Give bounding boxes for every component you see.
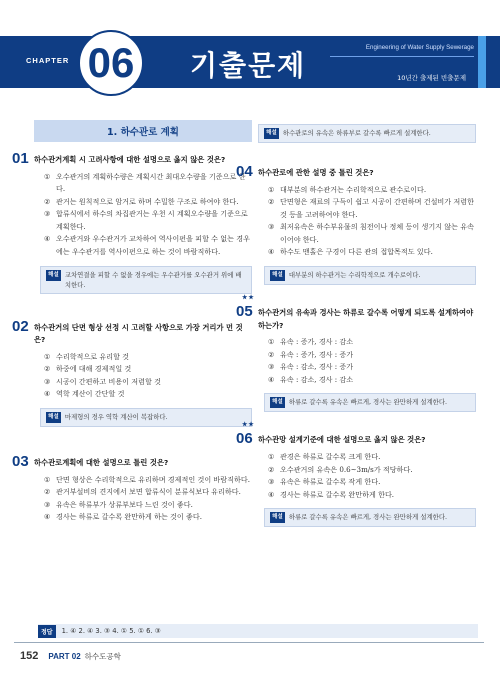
explanation-text: 대부분의 하수관거는 수리학적으로 개수로이다.	[288, 271, 421, 280]
option: ① 단면 형상은 수리학적으로 유리하며 경제적인 것이 바람직하다.	[44, 474, 250, 484]
explanation-text: 하류로 갈수록 유속은 빠르게, 경사는 완만하게 설계한다.	[288, 513, 448, 522]
explanation-tag: 해설	[46, 270, 61, 281]
chapter-title: 기출문제	[190, 49, 307, 82]
explanation-box	[264, 266, 476, 285]
option-list	[268, 184, 476, 260]
option: ④ 유속 : 감소, 경사 : 감소	[268, 374, 354, 384]
option-list	[268, 336, 476, 386]
question-number: 02	[12, 317, 29, 335]
question-05	[236, 295, 476, 412]
left-column	[12, 120, 255, 524]
chapter-label: CHAPTER	[26, 56, 70, 65]
option: ③ 유속은 하류로 갈수록 작게 한다.	[268, 477, 381, 487]
question-text: 하수관로계획에 대한 설명으로 틀린 것은?	[34, 458, 169, 468]
question-01	[12, 150, 252, 294]
header-divider	[330, 56, 474, 57]
footer-divider	[14, 642, 484, 643]
option: ② 오수관거의 유속은 0.6~3m/s가 적당하다.	[268, 464, 413, 474]
option-list	[44, 351, 252, 401]
question-text: 하수관로에 관한 설명 중 틀린 것은?	[258, 168, 374, 177]
option: ③ 합류식에서 하수의 차집관거는 우천 시 계획오수량을 기준으로 계획한다.	[44, 209, 248, 231]
option: ② 단면형은 재료의 구득이 쉽고 시공이 간편하며 건설비가 저렴한 것 등을 고려하여야 한다.	[268, 197, 474, 219]
question-text: 하수관거의 유속과 경사는 하류로 갈수록 어떻게 되도록 설계하여야 하는가?	[258, 308, 474, 330]
option: ② 관거는 원칙적으로 암거로 하며 수밀한 구조로 하여야 한다.	[44, 196, 239, 206]
explanation-box	[40, 266, 252, 294]
part-title: 하수도공학	[84, 651, 121, 661]
option: ① 관경은 하류로 갈수록 크게 한다.	[268, 451, 381, 461]
option-list	[44, 474, 252, 524]
section-title: 1. 하수관로 계획	[34, 120, 252, 142]
option: ④ 하수도 맨홀은 구경이 다른 관의 접합목적도 있다.	[268, 247, 433, 257]
option: ③ 시공이 간편하고 비용이 저렴할 것	[44, 376, 161, 386]
option: ① 수리학적으로 유리할 것	[44, 351, 130, 361]
option: ③ 유속 : 감소, 경사 : 증가	[268, 362, 354, 372]
question-number: 03	[12, 453, 29, 471]
question-text: 하수관거의 단면 형상 선정 시 고려할 사항으로 가장 거리가 먼 것은?	[34, 322, 243, 345]
option: ② 유속 : 증가, 경사 : 증가	[268, 349, 354, 359]
explanation-box	[40, 408, 252, 427]
question-text: 하수관망 설계기준에 대한 설명으로 옳지 않은 것은?	[258, 435, 426, 445]
explanation-text: 마제형의 경우 역학 계산이 복잡하다.	[64, 413, 168, 422]
explanation-tag: 해설	[270, 270, 285, 281]
explanation-text: 하수관로의 유속은 하류부로 갈수록 빠르게 설계한다.	[282, 129, 431, 137]
explanation-box	[258, 124, 476, 143]
explanation-tag: 해설	[46, 412, 61, 423]
right-column	[236, 120, 476, 527]
question-04	[236, 163, 476, 285]
explanation-tag: 해설	[270, 397, 285, 408]
option: ② 관거부설비의 견지에서 보면 합류식이 분류식보다 유리하다.	[44, 487, 241, 497]
explanation-tag: 해설	[270, 512, 285, 523]
answer-key	[38, 624, 478, 638]
explanation-text: 교차연결을 피할 수 없을 경우에는 우수관거를 오수관거 위에 배치한다.	[64, 270, 242, 289]
page-number: 152	[20, 650, 39, 662]
explanation-box	[264, 393, 476, 412]
option: ① 유속 : 증가, 경사 : 감소	[268, 337, 354, 347]
explanation-box	[264, 508, 476, 527]
option: ④ 경사는 하류로 갈수록 완만하게 한다.	[268, 489, 395, 499]
option-list	[44, 171, 252, 259]
answer-key-text: 1. ④ 2. ④ 3. ③ 4. ① 5. ① 6. ③	[61, 627, 161, 635]
question-text: 하수관거계획 시 고려사항에 대한 설명으로 옳지 않은 것은?	[34, 155, 226, 164]
frequency-stars: ★★	[242, 422, 255, 429]
option: ③ 유속은 하류부가 상류부보다 느린 것이 좋다.	[44, 499, 193, 509]
explanation-tag: 해설	[264, 128, 279, 139]
part-label: PART 02	[48, 651, 81, 661]
question-06	[236, 422, 476, 527]
question-number: 01	[12, 150, 29, 167]
page-footer	[20, 650, 121, 662]
option-list	[268, 451, 476, 501]
chapter-number: 06	[87, 39, 135, 86]
option: ② 하중에 대해 경제적일 것	[44, 364, 132, 374]
option: ③ 최저유속은 하수부유물의 침전이나 정체 등이 생기지 않는 유속이어야 한다.	[268, 222, 474, 244]
option: ① 대부분의 하수관거는 수리학적으로 관수로이다.	[268, 184, 427, 194]
english-title: Engineering of Water Supply Sewerage	[365, 44, 474, 51]
option: ④ 역학 계산이 간단할 것	[44, 389, 125, 399]
frequency-stars: ★★	[242, 295, 255, 302]
option: ④ 오수관거와 우수관거가 교차하여 역사이펀을 피할 수 없는 경우에는 우수관거를 역사이펀으로 하는 것이 바람직하다.	[44, 234, 250, 257]
question-number: 04	[236, 163, 253, 180]
answer-key-label: 정답	[38, 625, 56, 638]
question-number: ★★ 05	[236, 295, 255, 321]
question-number: ★★ 06	[236, 422, 255, 448]
question-02	[12, 317, 252, 427]
option: ④ 경사는 하류로 갈수록 완만하게 하는 것이 좋다.	[44, 512, 202, 522]
chapter-subtitle: 10년간 출제된 빈출문제	[397, 74, 466, 82]
header-accent-bar	[478, 36, 486, 88]
chapter-number-badge	[78, 30, 144, 96]
option: ① 오수관거의 계획하수량은 계획시간 최대오수량을 기준으로 한다.	[44, 171, 246, 194]
chapter-header	[0, 0, 500, 100]
explanation-text: 하류로 갈수록 유속은 빠르게, 경사는 완만하게 설계한다.	[288, 398, 448, 407]
question-03	[12, 453, 252, 524]
